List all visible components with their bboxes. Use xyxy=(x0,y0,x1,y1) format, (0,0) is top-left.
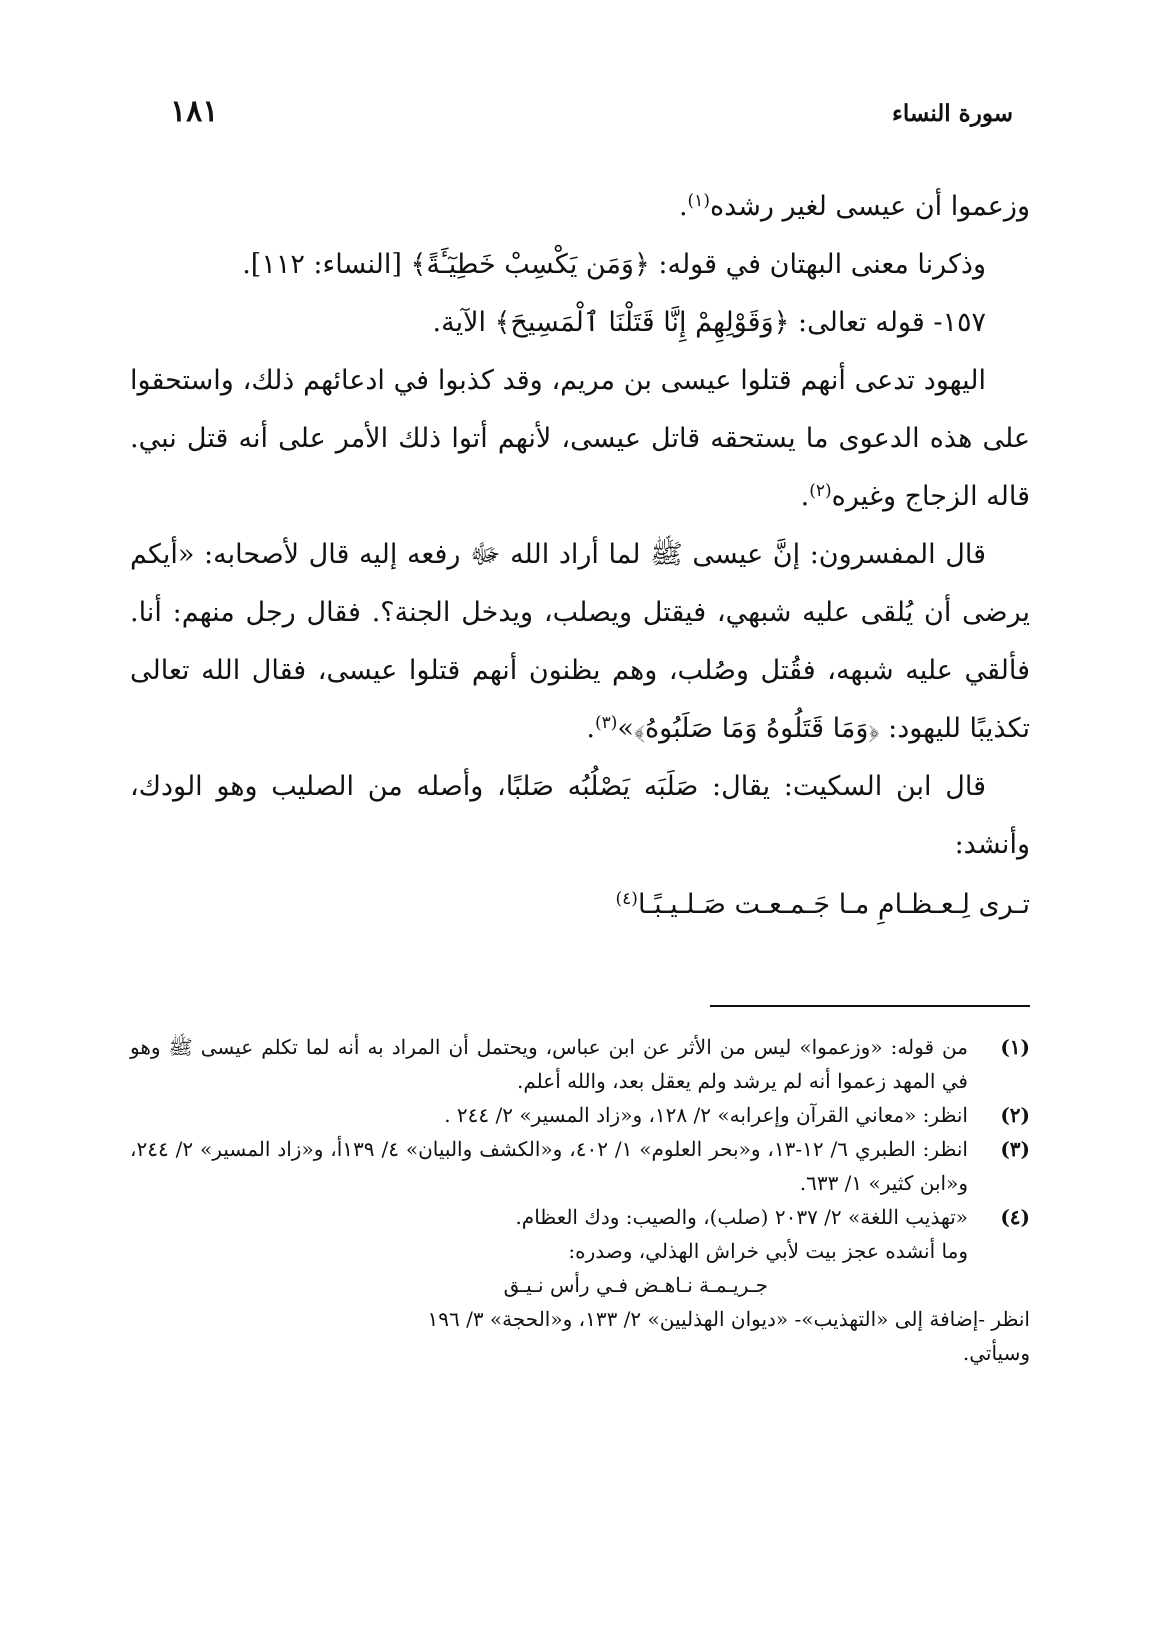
paragraph-6-text: قال ابن السكيت: يقال: صَلَبَه يَصْلُبُه صَلبًا، وأصله من الصليب وهو الودك، وأنشد: xyxy=(130,771,1030,860)
footnote-text: «تهذيب اللغة» ٢/ ٢٠٣٧ (صلب)، والصيب: ودك العظام. xyxy=(515,1205,968,1229)
quran-quote: ﴿وَمَا قَتَلُوهُ وَمَا صَلَبُوهُ﴾ xyxy=(633,713,880,744)
footnote-text: انظر: الطبري ٦/ ١٢-١٣، و«بحر العلوم» ١/ ٤٠٢، و«الكشف والبيان» ٤/ ١٣٩أ، و«زاد المسير» ٢/ ٢٤٤، و«ابن كثير» ١/ ٦٣٣. xyxy=(130,1137,968,1195)
footnote-number: (٤) xyxy=(1000,1205,1030,1229)
paragraph-6 xyxy=(130,758,1030,874)
quran-quote: ﴿وَمَن يَكْسِبْ خَطِيٓـَٔةً﴾ xyxy=(410,249,650,280)
footnote-text: وما أنشده عجز بيت لأبي خراش الهذلي، وصدره: xyxy=(568,1239,968,1263)
paragraph-5-pre: قال المفسرون: إنَّ عيسى ﷺ لما أراد الله ﷻ رفعه إليه قال لأصحابه: «أيكم يرضى أن يُلقى عليه شبهي، فيقتل ويصلب، ويدخل الجنة؟. فقال رجل منهم: أنا. فألقي عليه شبهه، فقُتل وصُلب، وهم يظنون أنهم قتلوا عيسى، فقال الله تعالى تكذيبًا لليهود: xyxy=(130,539,1030,744)
paragraph-2 xyxy=(130,236,1030,294)
quran-quote: ﴿وَقَوْلِهِمْ إِنَّا قَتَلْنَا ٱلْمَسِيحَ﴾ xyxy=(494,307,790,338)
footnote-ref-3[interactable]: (٣) xyxy=(594,713,618,733)
footnote-4 xyxy=(130,1200,1030,1302)
footnote-ref-4[interactable]: (٤) xyxy=(615,889,638,909)
footnote-poem-line: جـريـمـة نـاهـض فـي رأس نـيـق xyxy=(503,1273,768,1297)
footnote-text: انظر: «معاني القرآن وإعرابه» ٢/ ١٢٨، و«زاد المسير» ٢/ ٢٤٤ . xyxy=(444,1103,968,1127)
footnote-number: (١) xyxy=(1000,1035,1030,1059)
footnote-continuation xyxy=(130,1302,1030,1370)
paragraph-4-end: . xyxy=(800,481,810,512)
footnote-text: وسيأتي. xyxy=(962,1341,1030,1365)
footnote-separator xyxy=(710,1005,1030,1007)
footnote-text: انظر -إضافة إلى «التهذيب»- «ديوان الهذليين» ٢/ ١٣٣، و«الحجة» ٣/ ١٩٦ xyxy=(427,1307,1030,1331)
running-head xyxy=(170,94,1013,140)
footnote-number: (٣) xyxy=(1000,1137,1030,1161)
paragraph-3-post: الآية. xyxy=(432,307,495,338)
paragraph-4-text: اليهود تدعى أنهم قتلوا عيسى بن مريم، وقد كذبوا في ادعائهم ذلك، واستحقوا على هذه الدعوى ما يستحقه قاتل عيسى، لأنهم أتوا ذلك الأمر على أنه قتل نبي. قاله الزجاج وغيره xyxy=(130,365,1030,512)
paragraph-2-pre: وذكرنا معنى البهتان في قوله: xyxy=(649,249,986,280)
verse-heading: ١٥٧- قوله تعالى: xyxy=(789,307,986,338)
footnote-3 xyxy=(130,1132,1030,1200)
surah-title: سورة النساء xyxy=(892,100,1013,127)
paragraph-5-end: . xyxy=(586,713,595,744)
page-number: ١٨١ xyxy=(170,94,219,129)
footnote-ref-2[interactable]: (٢) xyxy=(809,481,832,501)
paragraph-3 xyxy=(130,294,1030,352)
main-text xyxy=(130,178,1030,934)
footnote-ref-1[interactable]: (١) xyxy=(687,191,710,211)
footnote-number: (٢) xyxy=(1000,1103,1030,1127)
paragraph-4 xyxy=(130,352,1030,526)
paragraph-2-post: [النساء: ١١٢]. xyxy=(242,249,411,280)
footnotes xyxy=(130,1030,1030,1370)
footnote-text: من قوله: «وزعموا» ليس من الأثر عن ابن عباس، ويحتمل أن المراد به أنه لما تكلم عيسى ﷺ وهو في المهد زعموا أنه لم يرشد ولم يعقل بعد، والله أعلم. xyxy=(130,1035,968,1093)
paragraph-1 xyxy=(130,178,1030,236)
footnote-1 xyxy=(130,1030,1030,1098)
paragraph-1-end: . xyxy=(678,191,688,222)
paragraph-5 xyxy=(130,526,1030,758)
poetry-verse xyxy=(130,876,1030,934)
paragraph-1-text: وزعموا أن عيسى لغير رشده xyxy=(709,191,1030,222)
footnote-2 xyxy=(130,1098,1030,1132)
poetry-verse-text: تـرى لِـعـظـامِ مـا جَـمـعـت صَـلـيـبًـا xyxy=(637,889,1030,920)
paragraph-5-post: » xyxy=(617,713,634,744)
